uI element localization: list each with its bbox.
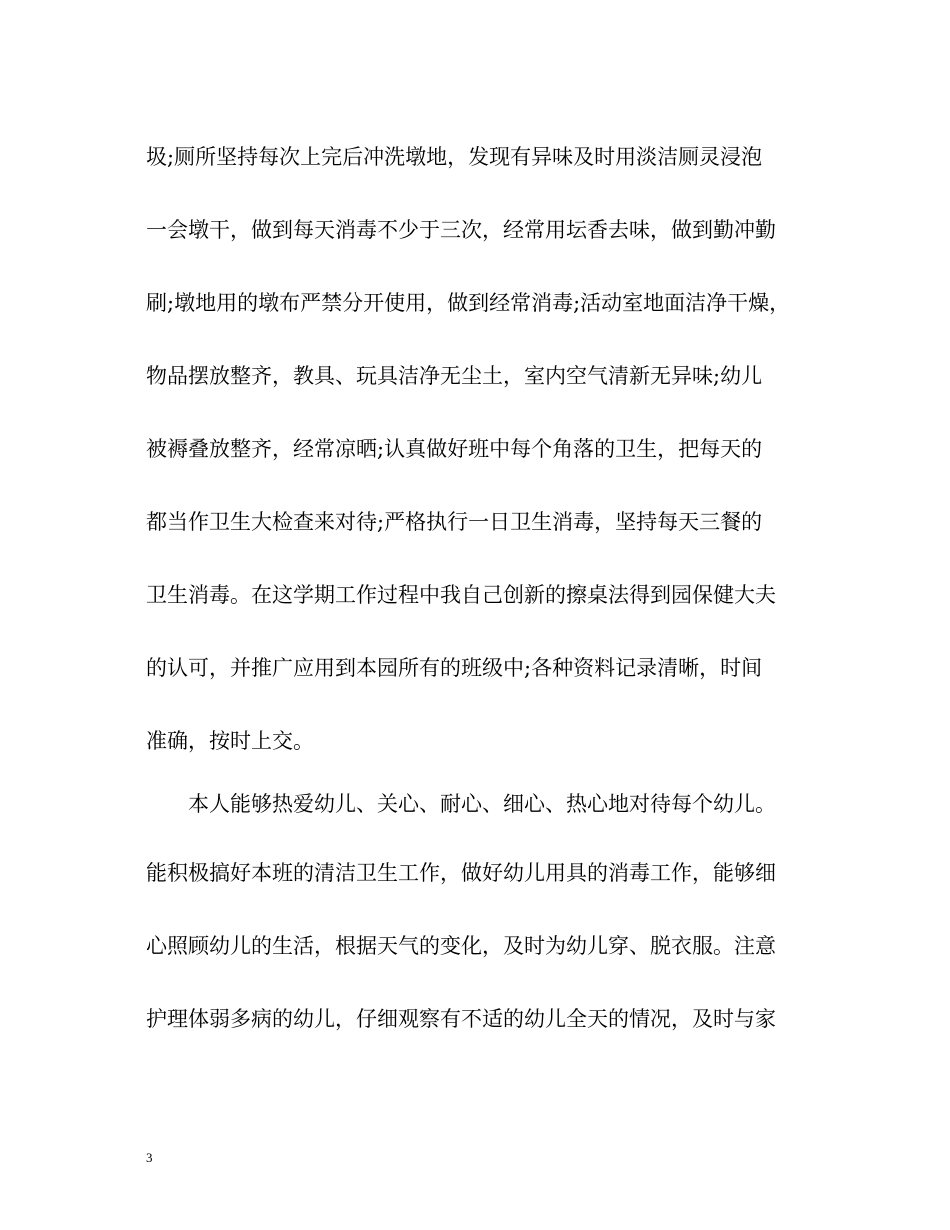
text-line: 心照顾幼儿的生活，根据天气的变化，及时为幼儿穿、脱衣服。注意 <box>146 934 776 958</box>
text-line: 都当作卫生大检查来对待;严格执行一日卫生消毒，坚持每天三餐的 <box>146 510 763 534</box>
text-line: 准确，按时上交。 <box>146 729 314 753</box>
page-number: 3 <box>146 1150 153 1165</box>
text-line: 刷;墩地用的墩布严禁分开使用，做到经常消毒;活动室地面洁净干燥， <box>146 291 791 315</box>
text-line: 圾;厕所坚持每次上完后冲洗墩地，发现有异味及时用淡洁厕灵浸泡 <box>146 145 763 169</box>
text-line: 被褥叠放整齐，经常凉晒;认真做好班中每个角落的卫生，把每天的 <box>146 437 763 461</box>
text-line: 能积极搞好本班的清洁卫生工作，做好幼儿用具的消毒工作，能够细 <box>146 861 776 885</box>
text-line: 一会墩干，做到每天消毒不少于三次，经常用坛香去味，做到勤冲勤 <box>146 218 776 242</box>
text-line: 的认可，并推广应用到本园所有的班级中;各种资料记录清晰，时间 <box>146 656 763 680</box>
text-line: 护理体弱多病的幼儿，仔细观察有不适的幼儿全天的情况，及时与家 <box>146 1007 776 1031</box>
text-line: 物品摆放整齐，教具、玩具洁净无尘土，室内空气清新无异味;幼儿 <box>146 364 763 388</box>
text-line: 卫生消毒。在这学期工作过程中我自己创新的擦桌法得到园保健大夫 <box>146 583 776 607</box>
paragraph-first-line: 本人能够热爱幼儿、关心、耐心、细心、热心地对待每个幼儿。 <box>188 792 776 816</box>
